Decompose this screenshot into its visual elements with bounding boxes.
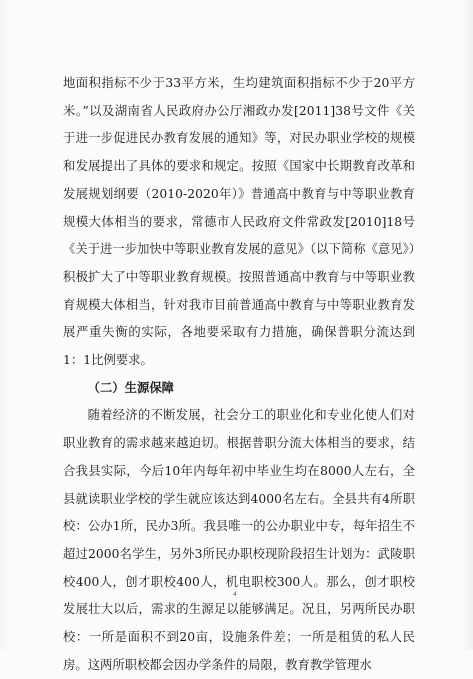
section-heading: （二）生源保障 [87,380,175,395]
page-number: 4 [233,591,237,598]
paragraph-student-source: 随着经济的不断发展，社会分工的职业化和专业化使人们对职业教育的需求越来越迫切。根据普职分流大体相当的要求，结合我县实际，今后10年内每年初中毕业生均在8000人左右，全县就读职业学校的学生就应该达到4000名左右。全县共有4所职校：公办1所，民办3所。我县唯一的公办职业中专，每年招生不超过2000名学生，另外3所民办职校现阶段招生计划为：武陵职校400人，创才职校400人，机电职校300人。那么，创才职校发展壮大以后，需求的生源足以能够满足。况且，另两所民办职校：一所是面积不到20亩，设施条件差；一所是租赁的私人民房。这两所职校都会因办学条件的局限，教育教学管理水 [63,408,415,672]
document-body [63,70,415,679]
paragraph-continued: 地面积指标不少于33平方米，生均建筑面积指标不少于20平方米。”以及湖南省人民政府办公厅湘政办发[2011]38号文件《关于进一步促进民办教育发展的通知》等，对民办职业学校的规模和发展提出了具体的要求和规定。按照《国家中长期教育改革和发展规划纲要（2010-2020年）》普通高中教育与中等职业教育规模大体相当的要求，常德市人民政府文件常政发[2010]18号《关于进一步加快中等职业教育发展的意见》（以下简称《意见》）积极扩大了中等职业教育规模。按照普通高中教育与中等职业教育规模大体相当，针对我市目前普通高中教育与中等职业教育发展严重失衡的实际，各地要采取有力措施，确保普职分流达到1：1比例要求。 [63,76,415,368]
